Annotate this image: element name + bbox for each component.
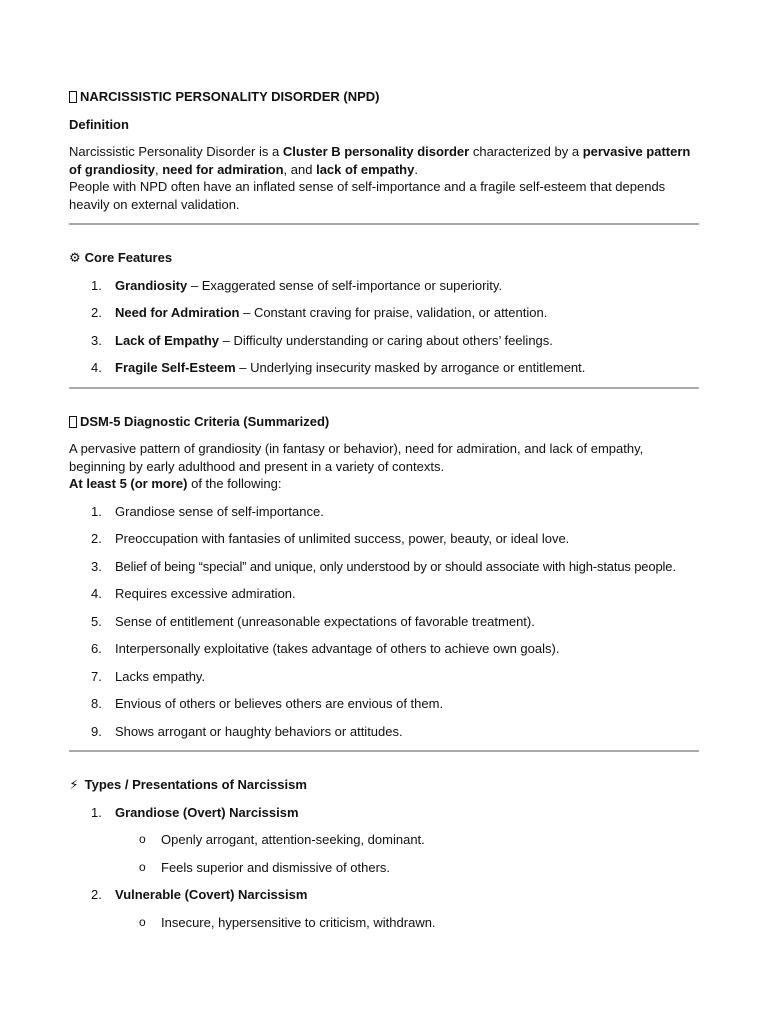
list-item-desc: – Underlying insecurity masked by arrogance or entitlement. xyxy=(235,360,586,375)
list-item-desc: – Constant craving for praise, validation, or attention. xyxy=(239,305,548,320)
definition-bold-admiration: need for admiration xyxy=(162,161,284,177)
list-item-term: Lack of Empathy xyxy=(115,332,220,348)
list-item-text: Interpersonally exploitative (takes advantage of others to achieve own goals). xyxy=(115,641,560,656)
list-number: 7. xyxy=(91,668,102,684)
core-features-heading xyxy=(69,249,699,267)
dsm-at-least-rest: of the following: xyxy=(187,476,282,491)
placeholder-box-icon xyxy=(69,91,77,103)
bullet-marker: o xyxy=(139,914,146,929)
list-number: 1. xyxy=(91,503,102,519)
list-number: 5. xyxy=(91,613,102,629)
section-divider xyxy=(69,223,699,225)
section-divider xyxy=(69,387,699,389)
list-number: 8. xyxy=(91,696,102,711)
list-item xyxy=(69,277,699,295)
definition-bold-cluster-b: Cluster B personality disorder xyxy=(282,144,470,159)
list-item xyxy=(69,613,699,631)
placeholder-box-icon xyxy=(69,416,77,428)
list-number: 4. xyxy=(91,360,102,375)
list-number: 4. xyxy=(91,586,102,601)
definition-text-4: , and xyxy=(283,161,317,177)
dsm-heading-text: DSM-5 Diagnostic Criteria (Summarized) xyxy=(80,413,330,429)
sub-list-item xyxy=(115,859,699,877)
list-number: 2. xyxy=(91,531,102,546)
sub-list-text: Openly arrogant, attention-seeking, dominant. xyxy=(161,832,425,847)
list-item-desc: – Difficulty understanding or caring about others’ feelings. xyxy=(219,332,553,348)
list-item-text: Sense of entitlement (unreasonable expectations of favorable treatment). xyxy=(115,613,535,629)
list-item-text: Envious of others or believes others are envious of them. xyxy=(115,696,444,711)
dsm-criteria-list xyxy=(69,503,699,741)
dsm-heading xyxy=(69,413,699,431)
list-item xyxy=(69,332,699,350)
document-title-text: NARCISSISTIC PERSONALITY DISORDER (NPD) xyxy=(80,89,380,104)
list-number: 2. xyxy=(91,887,102,902)
definition-bold-grandiosity: pervasive pattern of grandiosity xyxy=(69,144,691,177)
document-content xyxy=(69,88,699,941)
list-item xyxy=(69,668,699,686)
list-item xyxy=(69,640,699,658)
lightning-icon: ⚡ xyxy=(69,777,79,792)
list-item-term: Vulnerable (Covert) Narcissism xyxy=(115,887,308,902)
list-number: 9. xyxy=(91,723,102,739)
bullet-marker: o xyxy=(139,859,146,874)
list-item-desc: – Exaggerated sense of self-importance or superiority. xyxy=(187,277,503,293)
definition-text-2: characterized by a xyxy=(469,144,583,159)
list-item-text: Lacks empathy. xyxy=(115,668,206,684)
list-item xyxy=(69,585,699,603)
list-item xyxy=(69,530,699,548)
list-item-text: Belief of being “special” and unique, only understood by or should associate with high-status people. xyxy=(115,558,676,574)
sub-list xyxy=(115,914,699,932)
types-heading xyxy=(69,776,699,794)
list-number: 3. xyxy=(91,332,102,348)
list-item-term: Grandiose (Overt) Narcissism xyxy=(115,804,299,820)
list-item-text: Shows arrogant or haughty behaviors or attitudes. xyxy=(115,723,403,739)
dsm-at-least-bold: At least 5 (or more) xyxy=(69,476,188,491)
list-item-term: Need for Admiration xyxy=(115,305,240,320)
list-number: 1. xyxy=(91,277,102,293)
sub-list xyxy=(115,831,699,876)
list-number: 3. xyxy=(91,558,102,574)
sub-list-item xyxy=(115,831,699,849)
gear-icon: ⚙ xyxy=(69,250,81,265)
list-item xyxy=(69,723,699,741)
list-number: 6. xyxy=(91,641,102,656)
dsm-at-least xyxy=(69,475,699,493)
list-number: 1. xyxy=(91,804,102,820)
definition-paragraph-2: People with NPD often have an inflated sense of self-importance and a fragile self-esteem that depends heavily on external validation. xyxy=(69,179,666,212)
definition-paragraph xyxy=(69,143,699,178)
list-number: 2. xyxy=(91,305,102,320)
definition-text-1: Narcissistic Personality Disorder is a xyxy=(69,144,283,159)
types-list xyxy=(69,804,699,932)
definition-bold-empathy: lack of empathy xyxy=(316,161,415,177)
section-divider xyxy=(69,750,699,752)
list-item-term: Grandiosity xyxy=(115,277,188,293)
list-item-term: Fragile Self-Esteem xyxy=(115,360,236,375)
list-item xyxy=(69,503,699,521)
list-item xyxy=(69,695,699,713)
core-features-heading-text: Core Features xyxy=(84,250,173,265)
list-item-text: Requires excessive admiration. xyxy=(115,586,296,601)
list-item-text: Preoccupation with fantasies of unlimited success, power, beauty, or ideal love. xyxy=(115,531,570,546)
list-item xyxy=(69,558,699,576)
sub-list-text: Insecure, hypersensitive to criticism, withdrawn. xyxy=(161,914,436,930)
list-item xyxy=(69,359,699,377)
core-features-list xyxy=(69,277,699,377)
definition-text-3: , xyxy=(154,161,163,177)
sub-list-item xyxy=(115,914,699,932)
list-item xyxy=(69,304,699,322)
bullet-marker: o xyxy=(139,832,146,846)
dsm-intro: A pervasive pattern of grandiosity (in fantasy or behavior), need for admiration, and lack of empathy, beginning by early adulthood and present in a variety of contexts. xyxy=(69,441,644,474)
document-title xyxy=(69,88,699,106)
types-heading-text: Types / Presentations of Narcissism xyxy=(84,777,307,792)
list-item-text: Grandiose sense of self-importance. xyxy=(115,503,324,519)
list-item xyxy=(69,886,699,931)
list-item xyxy=(69,804,699,877)
sub-list-text: Feels superior and dismissive of others. xyxy=(161,859,391,875)
definition-heading: Definition xyxy=(69,116,129,132)
definition-text-5: . xyxy=(414,161,418,177)
